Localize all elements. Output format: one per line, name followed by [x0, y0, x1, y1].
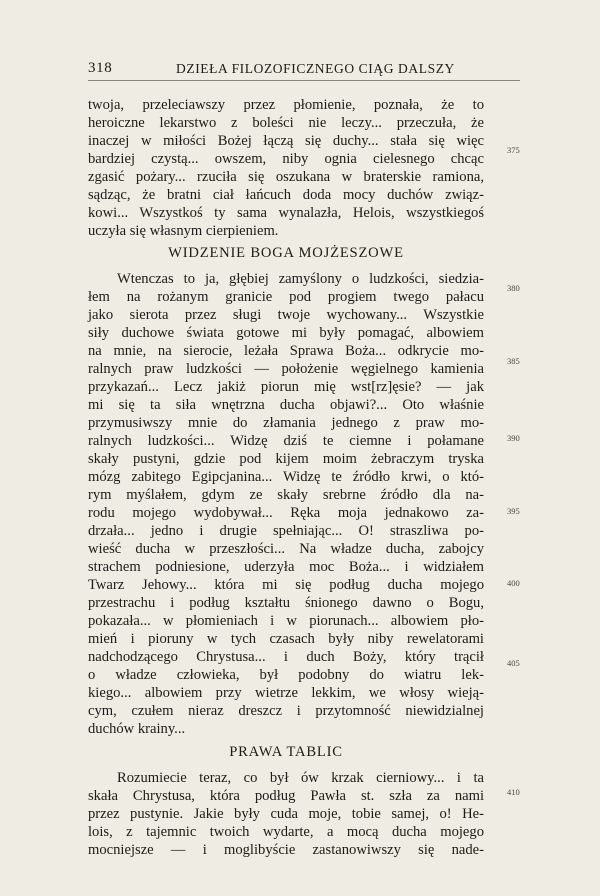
- running-title: DZIEŁA FILOZOFICZNEGO CIĄG DALSZY: [176, 61, 455, 76]
- text-line: twoja, przeleciawszy przez płomienie, poznała, że to: [88, 97, 484, 113]
- text-line: bardziej czystą... owszem, niby ognia cielesnego chcąc: [88, 151, 484, 167]
- line-number: 400: [507, 578, 520, 588]
- text-line: łem na rożanym granicie pod progiem twego pałacu: [88, 289, 484, 305]
- line-number: 405: [507, 658, 520, 668]
- section-heading: WIDZENIE BOGA MOJŻESZOWE: [168, 245, 404, 261]
- text-line: duchów krainy...: [88, 721, 186, 737]
- line-number: 380: [507, 283, 520, 293]
- text-line: jako sierota przez sługi twoje wychowany... Wszystkie: [88, 307, 484, 323]
- line-number: 390: [507, 433, 520, 443]
- text-line: rym myślałem, gdym ze skały srebrne źródło dla na-: [88, 487, 484, 503]
- text-line: nadchodzącego Chrystusa... i duch Boży, który trącił: [88, 649, 484, 665]
- text-line: na mnie, na sierocie, leżała Sprawa Boża... odkrycie mo-: [88, 343, 484, 359]
- header-rule: [88, 80, 520, 81]
- text-line: zgasić pożary... rzuciła się oszukana w braterskie ramiona,: [88, 169, 484, 185]
- text-line: Twarz Jehowy... która mi się podług ducha mojego: [88, 577, 484, 593]
- text-line: strachem podniesione, uderzyła moc Boża... i widziałem: [88, 559, 484, 575]
- text-line: rodu mojego wydobywał... Ręka moja jednakowo za-: [88, 505, 484, 521]
- text-line: przymusiwszy mnie do złamania jednego z praw mo-: [88, 415, 484, 431]
- section-heading: PRAWA TABLIC: [229, 744, 343, 760]
- text-line: lois, z tajemnic twoich wydarte, a mocą ducha mojego: [88, 824, 484, 840]
- line-number: 375: [507, 145, 520, 155]
- text-line: ralnych praw ludzkości — położenie węgielnego kamienia: [88, 361, 484, 377]
- text-line: cym, czułem nieraz dreszcz i przytomność niewidzialnej: [88, 703, 484, 719]
- text-line: przez pustynie. Jakie były cuda moje, tobie samej, o! He-: [88, 806, 484, 822]
- text-line: przykazań... Lecz jakiż piorun mię wst[rz]ęsie? — jak: [88, 379, 484, 395]
- text-line: kowi... Wszystkoś ty sama wynalazła, Helois, wszystkiegoś: [88, 205, 484, 221]
- text-line: kiego... albowiem przy wietrze lekkim, we włosy wieją-: [88, 685, 484, 701]
- text-line: mózg zabitego Egipcjanina... Widzę te źródło krwi, o któ-: [88, 469, 484, 485]
- text-line: siły duchowe świata gotowe mi były pomagać, albowiem: [88, 325, 484, 341]
- line-number: 385: [507, 356, 520, 366]
- text-line: heroiczne lekarstwo z boleści nie leczy... przeczuła, że: [88, 115, 484, 131]
- text-line: ralnych ludzkości... Widzę dziś te ciemne i połamane: [88, 433, 484, 449]
- text-line: drzała... jedno i drugie spełniając... O! straszliwa po-: [88, 523, 484, 539]
- text-line: inaczej w miłości Bożej łączą się duchy... stała się więc: [88, 133, 484, 149]
- text-line: Wtenczas to ja, głębiej zamyślony o ludzkości, siedzia-: [117, 271, 484, 287]
- text-line: skała Chrystusa, która podług Pawła st. szła za nami: [88, 788, 484, 804]
- text-line: przestrachu i podług kształtu śnionego dawno o Bogu,: [88, 595, 484, 611]
- text-line: uczyła się własnym cierpieniem.: [88, 223, 279, 239]
- text-line: wieść ducha w przeszłości... Na władze ducha, zabojcy: [88, 541, 484, 557]
- text-line: mi się ta siła wnętrzna ducha objawi?... Oto właśnie: [88, 397, 484, 413]
- text-line: Rozumiecie teraz, co był ów krzak cierniowy... i ta: [117, 770, 484, 786]
- text-line: skały pustyni, gdzie pod kijem moim żebraczym tryska: [88, 451, 484, 467]
- text-line: mocniejsze — i moglibyście zastanowiwszy się nade-: [88, 842, 484, 858]
- page-number: 318: [88, 60, 113, 76]
- line-number: 395: [507, 506, 520, 516]
- text-line: pokazała... w płomieniach i w piorunach... albowiem pło-: [88, 613, 484, 629]
- line-number: 410: [507, 787, 520, 797]
- text-line: o władze człowieka, był podobny do wiatru lek-: [88, 667, 484, 683]
- text-line: mień i pioruny w tych czasach były niby rewelatorami: [88, 631, 484, 647]
- text-line: sądząc, że bratni ciał łańcuch doda mocy duchów związ-: [88, 187, 484, 203]
